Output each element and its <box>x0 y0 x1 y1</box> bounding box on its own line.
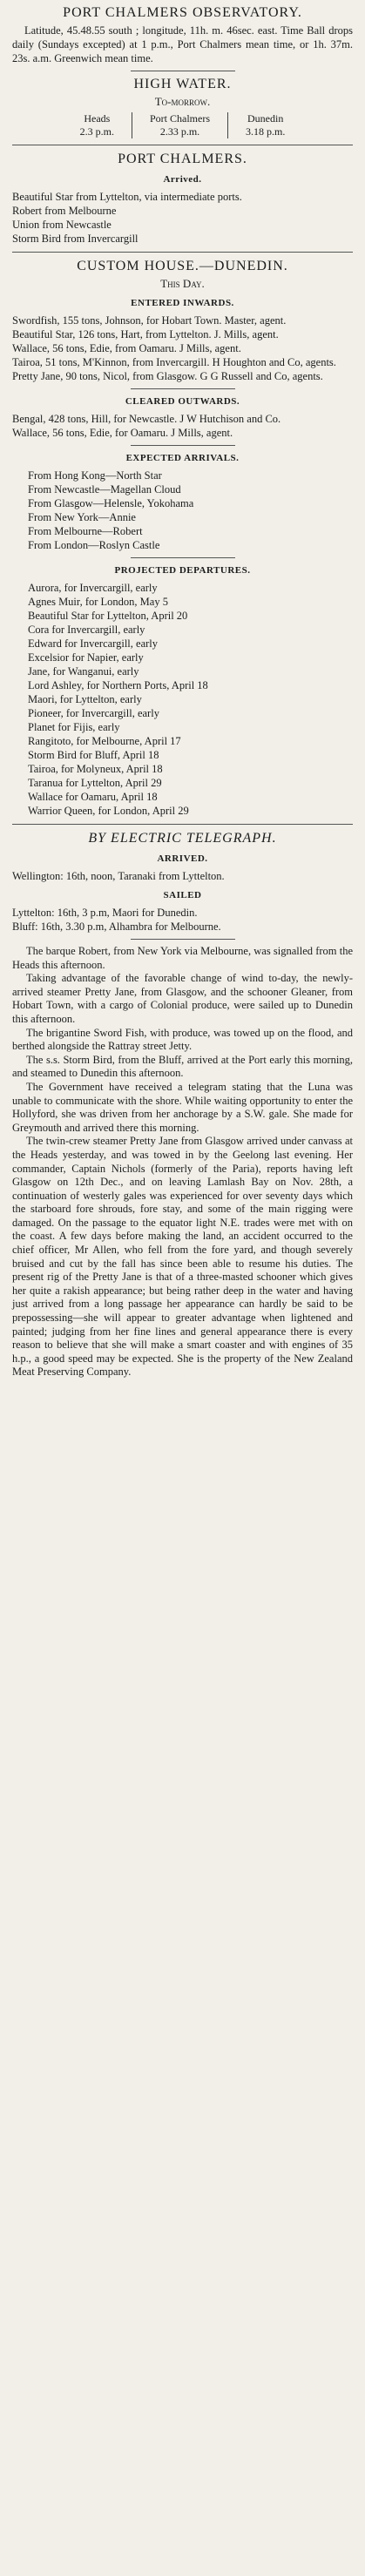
list-item: From Glasgow—Helensle, Yokohama <box>28 497 194 509</box>
entered-heading: ENTERED INWARDS. <box>131 298 234 308</box>
high-water-heading: HIGH WATER. <box>133 77 232 91</box>
telegraph-arrived-heading: ARRIVED. <box>157 853 208 864</box>
tide-place: Dunedin <box>247 112 284 125</box>
telegraph-arrived-list <box>12 869 353 883</box>
list-item: From Hong Kong—North Star <box>28 469 162 482</box>
list-item: Beautiful Star from Lyttelton, via intermediate ports. <box>12 191 242 203</box>
list-item: Tairoa, 51 tons, M'Kinnon, from Invercargill. H Houghton and Co, agents. <box>12 356 336 368</box>
list-item: Tairoa, for Molyneux, April 18 <box>28 763 163 775</box>
list-item: Wallace for Oamaru, April 18 <box>28 791 158 803</box>
custom-house-sub: This Day. <box>160 277 205 290</box>
observatory-heading: PORT CHALMERS OBSERVATORY. <box>63 5 302 20</box>
list-item: Robert from Melbourne <box>12 205 117 217</box>
list-item: Maori, for Lyttelton, early <box>28 693 142 705</box>
divider <box>12 252 353 253</box>
news-paragraph: Taking advantage of the favorable change of wind to-day, the newly-arrived steamer Pretty Jane, from Glasgow, and the schooner Gleaner, from Hobart Town, with a cargo of Colonial produce, were sailed up to Dunedin this afternoon. <box>12 972 353 1025</box>
list-item: Jane, for Wanganui, early <box>28 665 139 678</box>
news-paragraph: The s.s. Storm Bird, from the Bluff, arrived at the Port early this morning, and steamed to Dunedin this afternoon. <box>12 1053 353 1080</box>
list-item: Agnes Muir, for London, May 5 <box>28 596 168 608</box>
list-item: Wallace, 56 tons, Edie, from Oamaru. J Mills, agent. <box>12 342 241 354</box>
departures-heading: PROJECTED DEPARTURES. <box>114 565 251 576</box>
tide-place: Heads <box>84 112 111 125</box>
list-item: Wallace, 56 tons, Edie, for Oamaru. J Mills, agent. <box>12 427 233 439</box>
tide-dunedin <box>228 112 302 138</box>
telegraph-heading: BY ELECTRIC TELEGRAPH. <box>88 831 277 846</box>
list-item: Pretty Jane, 90 tons, Nicol, from Glasgow. G G Russell and Co, agents. <box>12 370 323 382</box>
list-item: Beautiful Star, 126 tons, Hart, from Lyttelton. J. Mills, agent. <box>12 328 279 341</box>
tide-port-chalmers <box>132 112 228 138</box>
list-item: Storm Bird for Bluff, April 18 <box>28 749 159 761</box>
list-item: Warrior Queen, for London, April 29 <box>28 805 189 817</box>
expected-list <box>12 469 353 552</box>
list-item: Bluff: 16th, 3.30 p.m, Alhambra for Melbourne. <box>12 920 221 933</box>
custom-house-heading: CUSTOM HOUSE.—DUNEDIN. <box>77 259 288 273</box>
cleared-list <box>12 412 353 440</box>
list-item: Rangitoto, for Melbourne, April 17 <box>28 735 181 747</box>
list-item: From New York—Annie <box>28 511 136 523</box>
tide-time: 2.33 p.m. <box>159 125 200 138</box>
list-item: Storm Bird from Invercargill <box>12 233 139 245</box>
tide-time: 2.3 p.m. <box>79 125 114 138</box>
cleared-heading: CLEARED OUTWARDS. <box>125 396 240 407</box>
entered-list <box>12 314 353 383</box>
news-paragraph: The brigantine Sword Fish, with produce, was towed up on the flood, and berthed alongside the Rattray street Jetty. <box>12 1026 353 1053</box>
list-item: Cora for Invercargill, early <box>28 624 145 636</box>
list-item: Swordfish, 155 tons, Johnson, for Hobart Town. Master, agent. <box>12 314 287 327</box>
departures-list <box>12 581 353 818</box>
telegraph-sailed-list <box>12 906 353 934</box>
news-paragraph: The twin-crew steamer Pretty Jane from Glasgow arrived under canvass at the Heads yesterday, and was towed in by the Geelong last evening. Her commander, Captain Nichols (formerly of the Paria), reports having left Glasgow on 12th Dec., and on leaving Lamlash Bay on Nov. 28th, a continuation of westerly gales was experienced for over seventy days which the starboard fore shrouds, fore stay, and some of the main rigging were damaged. On the passage to the equator light N.E. trades were met with on the coast. A few days before making the land, an accident occurred to the chief officer, Mr Allen, who fell from the fore yard, and though severely bruised and cut by the fall has since been able to resume his duties. The present rig of the Pretty Jane is that of a three-masted schooner which gives her quite a rakish appearance; but being rather deep in the water and having just arrived from a long passage her appearance can hardly be said to be prepossessing—she will appear to greater advantage when lightened and painted; judging from her fine lines and general appearance there is every reason to believe that she will make a smart coaster and with engines of 35 h.p., a good speed may be expected. She is the property of the New Zealand Meat Preserving Company. <box>12 1135 353 1379</box>
arrived-subheading: Arrived. <box>163 174 202 185</box>
news-paragraph: The Government have received a telegram stating that the Luna was unable to communicate with the shore. While waiting opportunity to enter the Hollyford, she was driven from her anchorage by a S.W. gale. She made for Greymouth and arrived there this morning. <box>12 1080 353 1134</box>
tide-table <box>12 112 353 138</box>
divider <box>131 939 235 940</box>
list-item: Planet for Fijis, early <box>28 721 120 733</box>
tide-time: 3.18 p.m. <box>246 125 286 138</box>
list-item: Aurora, for Invercargill, early <box>28 582 158 594</box>
telegraph-sailed-heading: SAILED <box>163 890 202 900</box>
list-item: Lyttelton: 16th, 3 p.m, Maori for Dunedin. <box>12 907 198 919</box>
high-water-sub: To-morrow. <box>154 95 211 108</box>
list-item: Union from Newcastle <box>12 219 112 231</box>
list-item: Edward for Invercargill, early <box>28 637 159 650</box>
divider <box>131 557 235 558</box>
divider <box>12 824 353 825</box>
list-item: Beautiful Star for Lyttelton, April 20 <box>28 610 188 622</box>
tide-heads <box>63 112 132 138</box>
list-item: From Newcastle—Magellan Cloud <box>28 483 181 496</box>
observatory-text: Latitude, 45.48.55 south ; longitude, 11h. m. 46sec. east. Time Ball drops daily (Sundays excepted) at 1 p.m., Port Chalmers mean time, or 1h. 37m. 23s. a.m. Greenwich mean time. <box>12 24 353 64</box>
list-item: Excelsior for Napier, early <box>28 651 144 664</box>
list-item: Pioneer, for Invercargill, early <box>28 707 159 719</box>
expected-heading: EXPECTED ARRIVALS. <box>125 453 240 463</box>
list-item: Taranua for Lyttelton, April 29 <box>28 777 162 789</box>
divider <box>131 388 235 389</box>
divider <box>131 445 235 446</box>
port-chalmers-heading: PORT CHALMERS. <box>118 152 247 166</box>
tide-place: Port Chalmers <box>150 112 210 125</box>
news-paragraph: The barque Robert, from New York via Melbourne, was signalled from the Heads this afternoon. <box>12 945 353 971</box>
list-item: Bengal, 428 tons, Hill, for Newcastle. J W Hutchison and Co. <box>12 413 281 425</box>
arrived-list <box>12 190 353 246</box>
list-item: From London—Roslyn Castle <box>28 539 160 551</box>
list-item: From Melbourne—Robert <box>28 525 143 537</box>
list-item: Lord Ashley, for Northern Ports, April 18 <box>28 679 208 691</box>
shipping-news <box>12 945 353 1379</box>
list-item: Wellington: 16th, noon, Taranaki from Lyttelton. <box>12 870 225 882</box>
